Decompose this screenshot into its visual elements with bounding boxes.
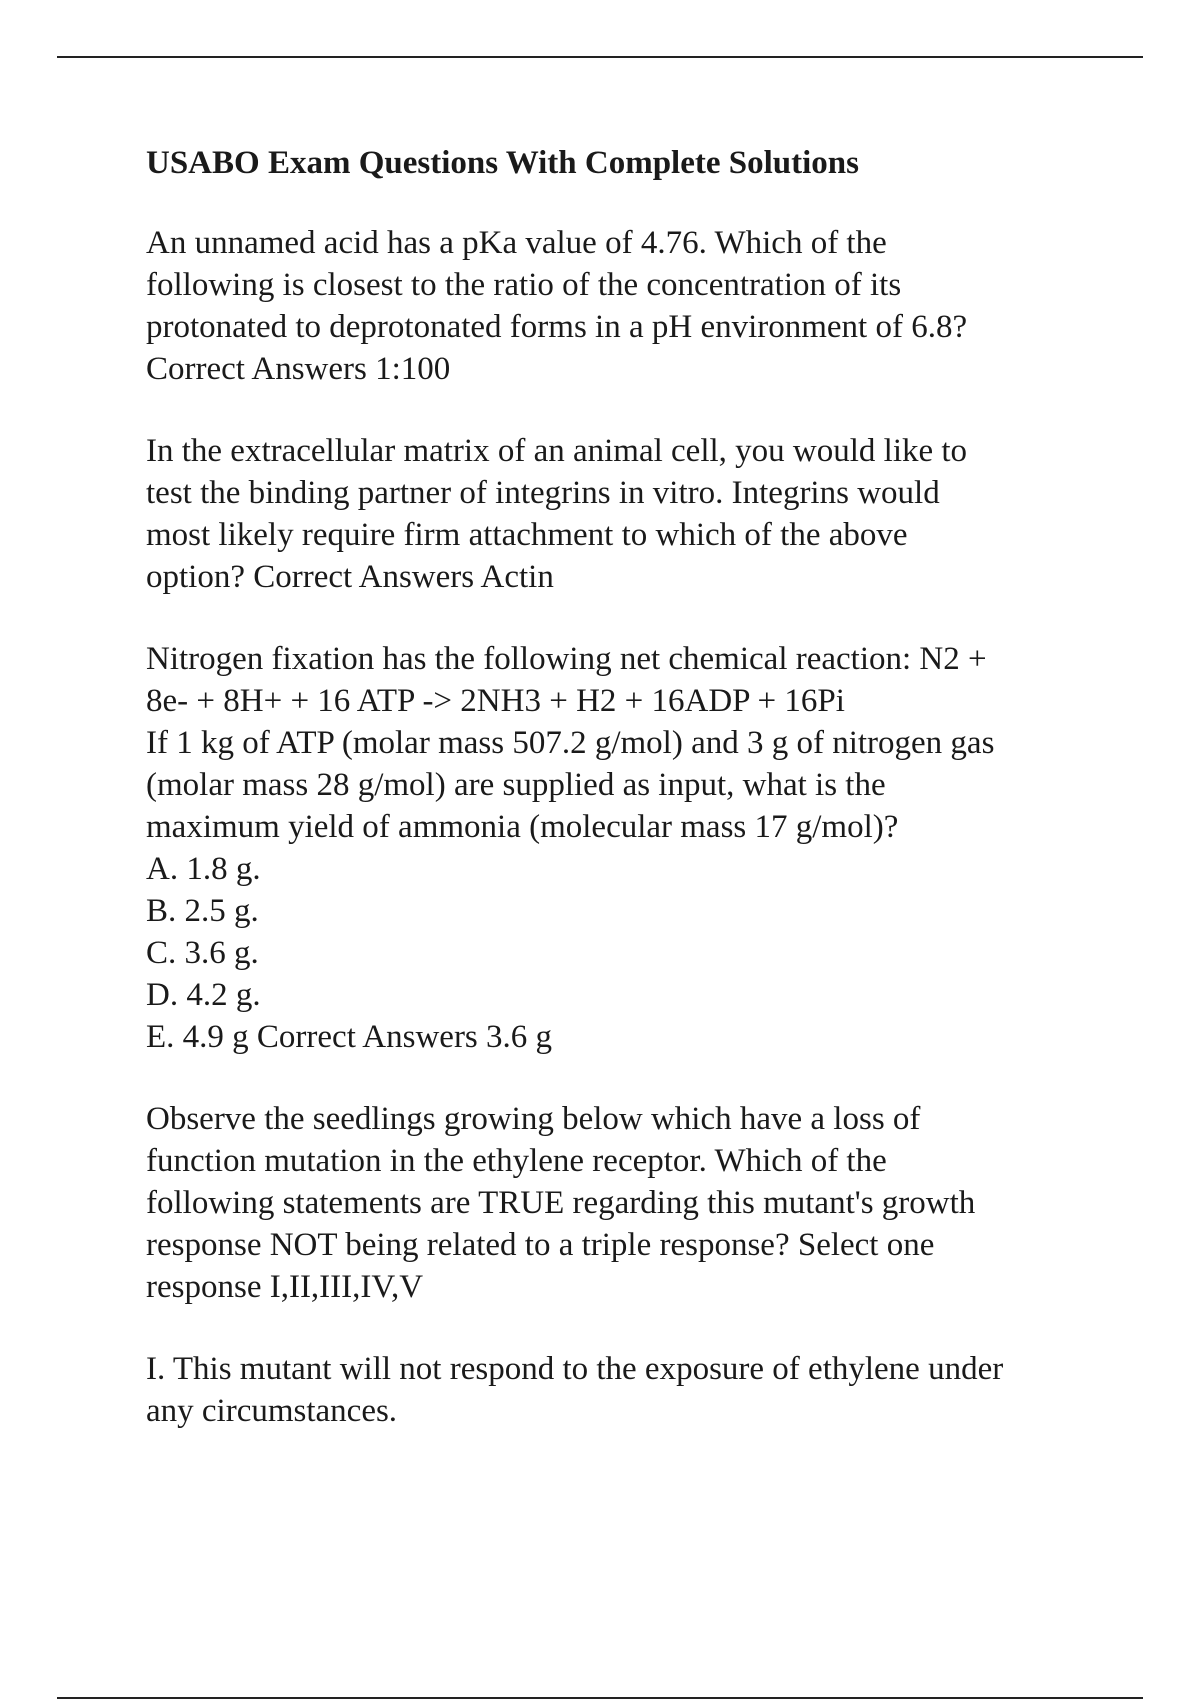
answer-line: E. 4.9 g Correct Answers 3.6 g bbox=[146, 1019, 553, 1055]
text-line: I. This mutant will not respond to the exposure of ethylene under bbox=[146, 1351, 1004, 1387]
question-block-3 bbox=[146, 638, 1106, 1058]
text-line: following statements are TRUE regarding this mutant's growth bbox=[146, 1185, 976, 1221]
text-line: maximum yield of ammonia (molecular mass 17 g/mol)? bbox=[146, 809, 899, 845]
text-line: (molar mass 28 g/mol) are supplied as input, what is the bbox=[146, 767, 886, 803]
top-rule bbox=[57, 56, 1143, 58]
statement-block bbox=[146, 1348, 1106, 1432]
text-line: response I,II,III,IV,V bbox=[146, 1269, 424, 1305]
option-line: B. 2.5 g. bbox=[146, 893, 259, 929]
text-line: test the binding partner of integrins in vitro. Integrins would bbox=[146, 475, 940, 511]
document-title: USABO Exam Questions With Complete Solutions bbox=[146, 145, 859, 181]
option-line: D. 4.2 g. bbox=[146, 977, 261, 1013]
text-line: In the extracellular matrix of an animal cell, you would like to bbox=[146, 433, 968, 469]
option-line: C. 3.6 g. bbox=[146, 935, 259, 971]
text-line: most likely require firm attachment to which of the above bbox=[146, 517, 908, 553]
text-line: protonated to deprotonated forms in a pH environment of 6.8? bbox=[146, 309, 968, 345]
text-line: If 1 kg of ATP (molar mass 507.2 g/mol) and 3 g of nitrogen gas bbox=[146, 725, 995, 761]
answer-line: Correct Answers 1:100 bbox=[146, 351, 451, 387]
text-line: 8e- + 8H+ + 16 ATP -> 2NH3 + H2 + 16ADP + 16Pi bbox=[146, 683, 845, 719]
text-line: An unnamed acid has a pKa value of 4.76. Which of the bbox=[146, 225, 887, 261]
bottom-rule bbox=[57, 1697, 1143, 1699]
text-line: response NOT being related to a triple response? Select one bbox=[146, 1227, 935, 1263]
option-line: A. 1.8 g. bbox=[146, 851, 261, 887]
text-line: Nitrogen fixation has the following net chemical reaction: N2 + bbox=[146, 641, 987, 677]
question-block-1 bbox=[146, 222, 1106, 390]
answer-line: option? Correct Answers Actin bbox=[146, 559, 554, 595]
text-line: function mutation in the ethylene receptor. Which of the bbox=[146, 1143, 887, 1179]
text-line: following is closest to the ratio of the concentration of its bbox=[146, 267, 902, 303]
text-line: any circumstances. bbox=[146, 1393, 398, 1429]
question-block-4 bbox=[146, 1098, 1106, 1308]
text-line: Observe the seedlings growing below which have a loss of bbox=[146, 1101, 921, 1137]
question-block-2 bbox=[146, 430, 1106, 598]
document-body bbox=[146, 142, 1106, 1472]
